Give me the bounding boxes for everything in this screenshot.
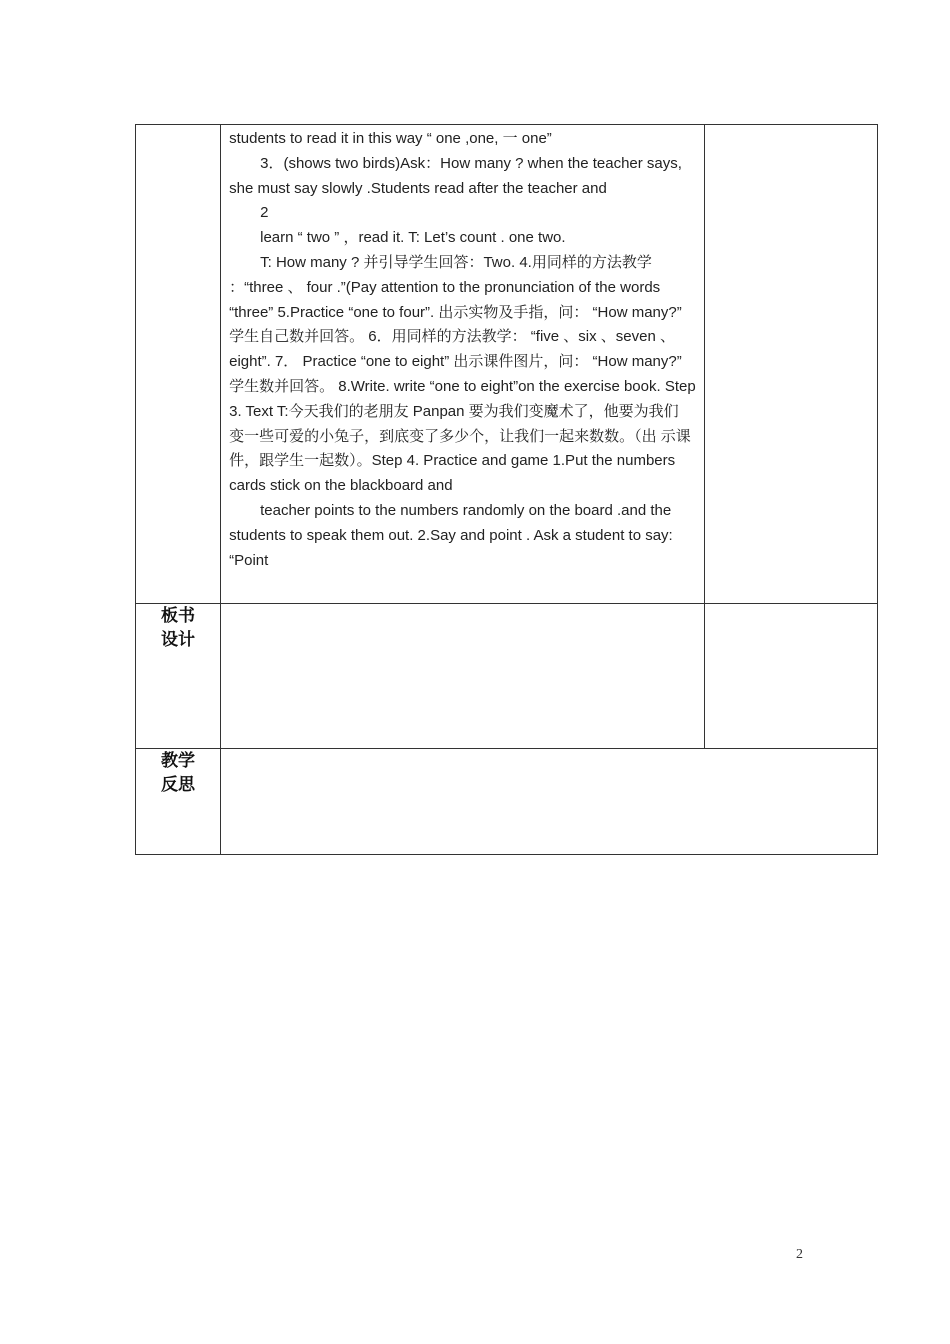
reflection-label-line2: 反思 (161, 775, 196, 795)
process-notes-cell (704, 125, 877, 604)
process-line: teacher points to the numbers randomly on the board .and the students to speak them out. 2.Say and point . Ask a student to say: “Point (229, 501, 673, 569)
teaching-reflection-row (136, 749, 878, 855)
process-line: students to read it in this way “ one ,one, 一 one” (229, 130, 552, 147)
process-line: T: How many ? 并引导学生回答：Two. 4.用同样的方法教学 ：“three 、 four .”(Pay attention to the pronunciation of the words “three” 5.Practice “one to four”. 出示实物及手指，问： “How many?” 学生自己数并回答。 6．用同样的方法教学： “five 、six 、seven 、eight”. 7． Practice “one to eight” 出示课件图片，问： “How many?” 学生数并回答。 8.Write. write “one to eight”on the exercise book. Step 3. Text T:今天我们的老朋友 Panpan 要为我们变魔术了，他要为我们 变一些可爱的小兔子，到底变了多少个，让我们一起来数数。（出 示课件，跟学生一起数）。Step 4. Practice and game 1.Put the numbers cards stick on the blackboard and (229, 253, 696, 495)
board-design-label-line1: 板书 (161, 606, 196, 626)
reflection-content-cell (221, 749, 878, 855)
process-content-cell (221, 125, 705, 604)
reflection-label-cell (136, 749, 221, 855)
process-line: 3．(shows two birds)Ask：How many ? when the teacher says, she must say slowly .Students read after the teacher and (229, 154, 682, 197)
process-line: 2 (260, 204, 269, 222)
board-design-content-cell (221, 604, 705, 749)
lesson-plan-table (135, 124, 878, 855)
board-design-notes-cell (704, 604, 877, 749)
process-label-cell (136, 125, 221, 604)
reflection-label-line1: 教学 (161, 751, 196, 771)
process-line: learn “ two ” ，read it. T: Let’s count . one two. (260, 229, 566, 247)
teaching-process-row (136, 125, 878, 604)
board-design-label-line2: 设计 (161, 630, 196, 650)
board-design-row (136, 604, 878, 749)
board-design-label-cell (136, 604, 221, 749)
page-number: 2 (796, 1247, 803, 1262)
